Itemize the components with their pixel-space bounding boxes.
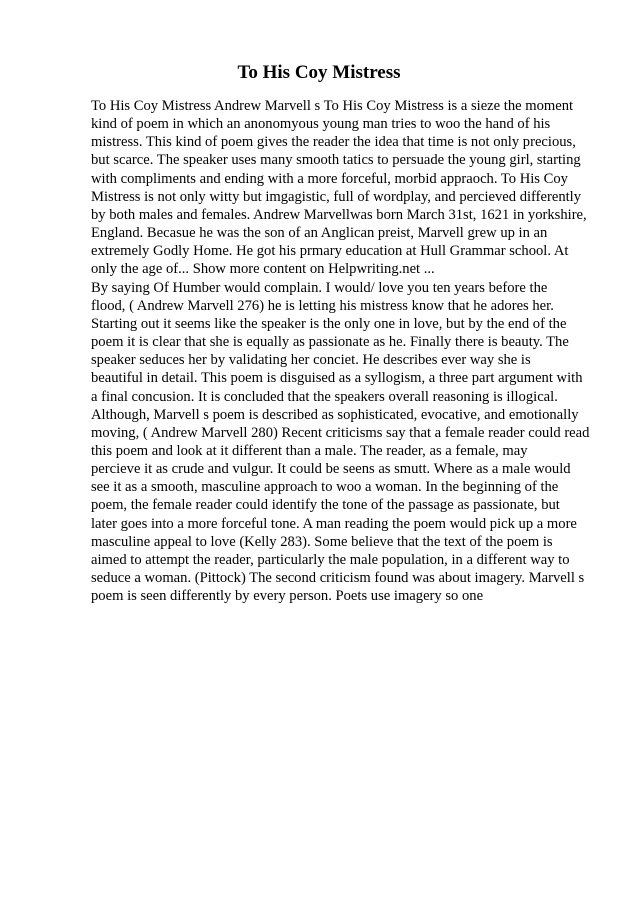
text-line: percieve it as crude and vulgur. It could be seens as smutt. Where as a male would [91, 461, 571, 478]
text-line: see it as a smooth, masculine approach to woo a woman. In the beginning of the [91, 479, 559, 496]
text-line: only the age of... Show more content on Helpwriting.net ... [91, 261, 435, 278]
text-line: kind of poem in which an anonomyous young man tries to woo the hand of his [91, 116, 551, 133]
text-line: beautiful in detail. This poem is disguised as a syllogism, a three part argument with [91, 370, 583, 387]
text-line: poem, the female reader could identify the tone of the passage as passionate, but [91, 497, 560, 514]
text-line: later goes into a more forceful tone. A man reading the poem would pick up a more [91, 515, 577, 532]
text-line: Mistress is not only witty but imgagistic, full of wordplay, and percieved differently [91, 188, 582, 205]
text-line: To His Coy Mistress Andrew Marvell s To His Coy Mistress is a sieze the moment [91, 98, 574, 114]
text-line: By saying Of Humber would complain. I would/ love you ten years before the [91, 279, 548, 296]
body-text [91, 97, 591, 605]
text-line: masculine appeal to love (Kelly 283). Some believe that the text of the poem is [91, 533, 553, 550]
text-line: by both males and females. Andrew Marvellwas born March 31st, 1621 in yorkshire, [91, 206, 587, 223]
text-line: flood, ( Andrew Marvell 276) he is letting his mistress know that he adores her. [91, 297, 554, 314]
page-title: To His Coy Mistress [237, 62, 401, 83]
text-line: poem it is clear that she is equally as passionate as he. Finally there is beauty. The [91, 334, 569, 351]
text-line: England. Becasue he was the son of an Anglican preist, Marvell grew up in an [91, 225, 548, 242]
text-line: mistress. This kind of poem gives the reader the idea that time is not only precious, [91, 134, 576, 151]
text-line: extremely Godly Home. He got his prmary education at Hull Grammar school. At [91, 243, 569, 260]
text-line: Starting out it seems like the speaker is the only one in love, but by the end of the [91, 315, 567, 332]
text-line: but scarce. The speaker uses many smooth tatics to persuade the young girl, starting [91, 152, 581, 169]
text-line: this poem and look at it different than a male. The reader, as a female, may [91, 442, 528, 459]
text-line: with compliments and ending with a more forceful, morbid appraoch. To His Coy [91, 170, 568, 187]
text-line: seduce a woman. (Pittock) The second criticism found was about imagery. Marvell s [91, 570, 585, 587]
text-line: aimed to attempt the reader, particularly the male population, in a different way to [91, 551, 570, 568]
text-line: speaker seduces her by validating her conciet. He describes ever way she is [91, 352, 531, 369]
text-line: Although, Marvell s poem is described as sophisticated, evocative, and emotionally [91, 406, 579, 423]
text-line: a final concusion. It is concluded that the speakers overall reasoning is illogical. [91, 388, 558, 405]
text-line: moving, ( Andrew Marvell 280) Recent criticisms say that a female reader could read [91, 424, 590, 441]
text-line: poem is seen differently by every person. Poets use imagery so one [91, 588, 484, 605]
